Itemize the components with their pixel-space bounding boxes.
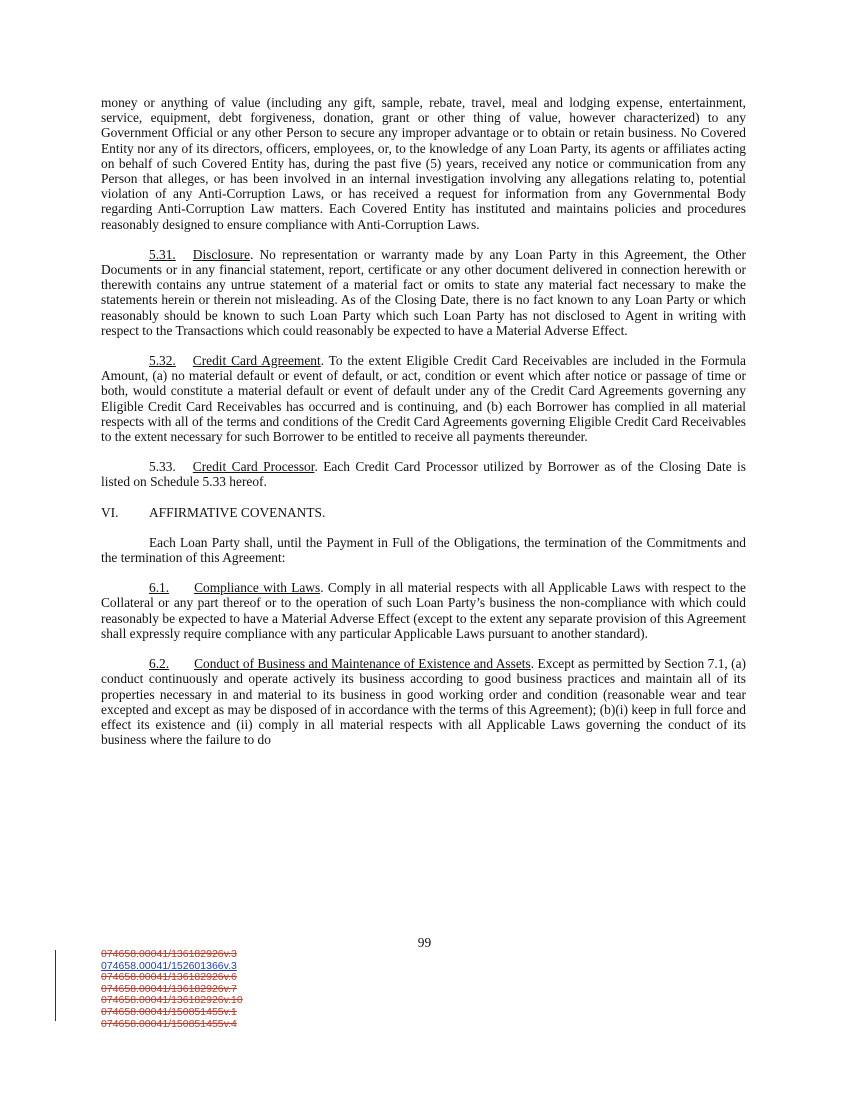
- section-text: . Except as permitted by Section 7.1, (a) conduct continuously and operate actively its business according to good business practices and maintain all of its properties necessary in and material to its business in good working order and condition (reasonable wear and tear excepted and except as may be disposed of in accordance with the terms of this Agreement); (b)(i) keep in full force and effect its existence and (ii) comply in all material respects with all Applicable Laws governing the conduct of its business where the failure to do: [101, 656, 746, 748]
- article-vi-heading: [101, 505, 746, 520]
- section-6-1-compliance-with-laws: [101, 580, 746, 641]
- section-text: . To the extent Eligible Credit Card Receivables are included in the Formula Amount, (a) no material default or event of default, or act, condition or event which after notice or passage of time or both, would constitute a material default or event of default under any of the Credit Card Agreements governing any Eligible Credit Card Receivables has occurred and is continuing, and (b) each Borrower has complied in all material respects with all of the terms and conditions of the Credit Card Agreements governing Eligible Credit Card Receivables to the extent necessary for such Borrower to be entitled to receive all payments thereunder.: [101, 353, 746, 445]
- document-id-superseded: 074658.00041/136182926v.3: [101, 948, 237, 960]
- section-title: Credit Card Processor: [192, 459, 315, 475]
- section-number: 5.32.: [149, 353, 176, 369]
- page-number: 99: [417, 935, 432, 950]
- section-number: 6.1.: [149, 580, 170, 596]
- document-id-superseded: 074658.00041/150851455v.4: [101, 1017, 237, 1030]
- document-id-superseded: 074658.00041/136182926v.6: [101, 971, 237, 984]
- section-5-32-credit-card-agreement: [101, 353, 746, 444]
- document-id-superseded: 074658.00041/136182926v.7: [101, 982, 237, 995]
- section-number: 5.33.: [149, 459, 176, 475]
- section-text: . No representation or warranty made by any Loan Party in this Agreement, the Other Documents or in any financial statement, report, certificate or any other document delivered in connection herewith or therewith contains any untrue statement of a material fact or omits to state any material fact necessary to make the statements herein or therein not misleading. As of the Closing Date, there is no fact known to any Loan Party or which reasonably should be known to such Loan Party which such Loan Party has not disclosed to Agent in writing with respect to the Transactions which could reasonably be expected to have a Material Adverse Effect.: [101, 246, 746, 338]
- covenants-intro: Each Loan Party shall, until the Payment in Full of the Obligations, the termination of the Commitments and the termination of this Agreement:: [101, 534, 746, 566]
- section-number: 6.2.: [149, 656, 170, 672]
- document-id-current: 074658.00041/152601366v.3: [101, 959, 237, 972]
- section-title: Credit Card Agreement: [192, 353, 321, 369]
- section-title: Disclosure: [192, 246, 251, 262]
- article-number: VI.: [101, 504, 119, 520]
- section-title: Compliance with Laws: [194, 580, 321, 596]
- section-title: Conduct of Business and Maintenance of Existence and Assets: [194, 656, 531, 672]
- revision-change-bar: [55, 950, 56, 1021]
- section-text: . Comply in all material respects with all Applicable Laws with respect to the Collateral or any part thereof or to the operation of such Loan Party’s business the non-compliance with which could reasonably be expected to have a Material Adverse Effect (except to the extent any separate provision of this Agreement shall expressly require compliance with any particular Applicable Laws pursuant to another standard).: [101, 580, 746, 641]
- document-id-superseded: 074658.00041/150851455v.1: [101, 1005, 237, 1018]
- section-text: . Each Credit Card Processor utilized by Borrower as of the Closing Date is listed on Schedule 5.33 hereof.: [101, 459, 746, 490]
- paragraph-anti-corruption-continued: money or anything of value (including any gift, sample, rebate, travel, meal and lodging expense, entertainment, service, equipment, debt forgiveness, donation, grant or other thing of value, however characterized) to any Government Official or any other Person to secure any improper advantage or to obtain or retain business. No Covered Entity nor any of its directors, officers, employees, or, to the knowledge of any Loan Party, its agents or affiliates acting on behalf of such Covered Entity has, during the past five (5) years, received any notice or communication from any Person that alleges, or has been involved in an internal investigation involving any allegations relating to, potential violation of any Anti-Corruption Laws, or has received a request for information from any Governmental Body regarding Anti-Corruption Law matters. Each Covered Entity has instituted and maintains policies and procedures reasonably designed to ensure compliance with Anti-Corruption Laws.: [101, 95, 746, 232]
- section-number: 5.31.: [149, 246, 176, 262]
- article-title: AFFIRMATIVE COVENANTS.: [149, 504, 326, 520]
- section-6-2-conduct-of-business: [101, 656, 746, 747]
- document-id-superseded: 074658.00041/136182926v.10: [101, 994, 243, 1007]
- document-body: [101, 95, 746, 747]
- section-5-31-disclosure: [101, 247, 746, 338]
- section-5-33-credit-card-processor: [101, 459, 746, 489]
- document-id-stack: [101, 949, 243, 1030]
